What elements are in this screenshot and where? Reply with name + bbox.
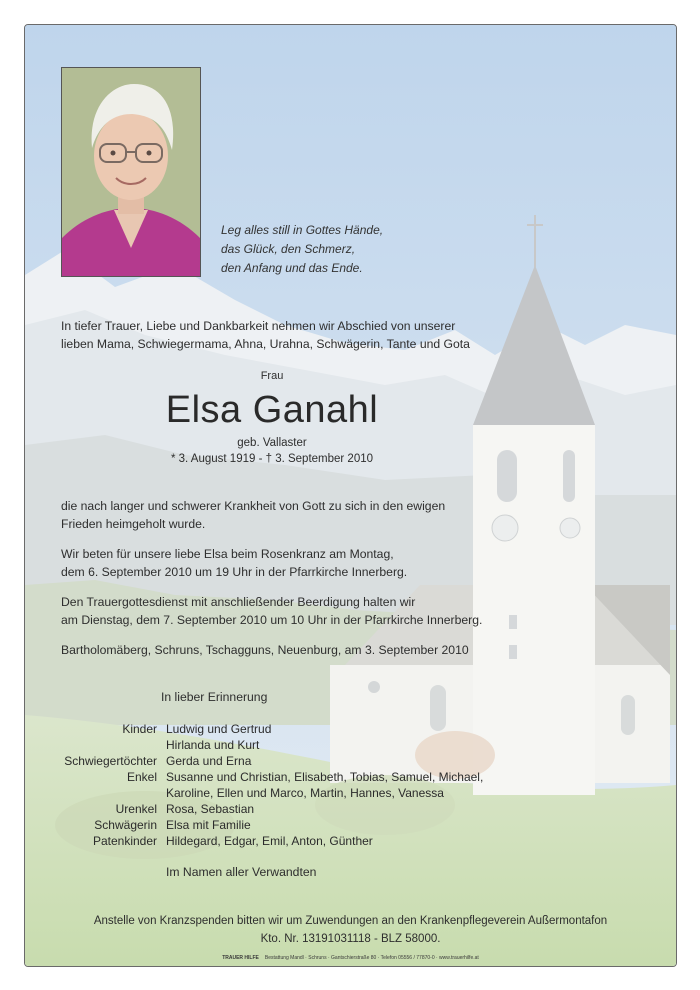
relatives-label: Urenkel <box>115 802 157 816</box>
relatives-names: Rosa, Sebastian <box>166 802 255 816</box>
paragraph-line: Den Trauergottesdienst mit anschließender Beerdigung halten wir <box>61 595 416 609</box>
imprint-brand: TRAUER HILFE <box>222 955 259 961</box>
relatives-names: Karoline, Ellen und Marco, Martin, Hannes, Vanessa <box>166 786 444 800</box>
verse <box>221 221 461 278</box>
paragraph-line: am Dienstag, dem 7. September 2010 um 10 Uhr in der Pfarrkirche Innerberg. <box>61 613 483 627</box>
paragraph-passing <box>61 497 445 533</box>
paragraph-funeral <box>61 593 482 629</box>
verse-line: das Glück, den Schmerz, <box>221 242 356 256</box>
relatives-label: Schwägerin <box>94 818 157 832</box>
portrait-photo <box>61 67 201 277</box>
intro-line: lieben Mama, Schwiegermama, Ahna, Urahna, Schwägerin, Tante und Gota <box>61 337 470 351</box>
paragraph-place-date <box>61 641 469 659</box>
remembrance-heading: In lieber Erinnerung <box>161 690 268 704</box>
donation-line: Kto. Nr. 13191031118 - BLZ 58000. <box>260 933 441 945</box>
paragraph-line: Frieden heimgeholt wurde. <box>61 517 206 531</box>
relatives-label: Enkel <box>126 770 157 784</box>
relatives-label: Kinder <box>122 722 157 736</box>
birth-death-info <box>25 435 519 467</box>
honorific: Frau <box>260 370 284 382</box>
paragraph-line: Bartholomäberg, Schruns, Tschagguns, Neuenburg, am 3. September 2010 <box>61 643 469 657</box>
donation-line: Anstelle von Kranzspenden bitten wir um Zuwendungen an den Krankenpflegeverein Außermontafon <box>93 915 608 927</box>
donation-note <box>25 912 676 948</box>
relatives-names: Ludwig und Gertrud <box>166 722 272 736</box>
funeral-home-imprint <box>25 955 676 962</box>
closing-line: Im Namen aller Verwandten <box>166 865 317 879</box>
paragraph-rosary <box>61 545 407 581</box>
relatives-names: Hirlanda und Kurt <box>166 738 260 752</box>
relatives-names: Elsa mit Familie <box>166 818 251 832</box>
paragraph-line: dem 6. September 2010 um 19 Uhr in der Pfarrkirche Innerberg. <box>61 565 408 579</box>
verse-line: Leg alles still in Gottes Hände, <box>221 223 384 237</box>
paragraph-line: Wir beten für unsere liebe Elsa beim Rosenkranz am Montag, <box>61 547 394 561</box>
relatives-names: Hildegard, Edgar, Emil, Anton, Günther <box>166 834 373 848</box>
life-dates: * 3. August 1919 - † 3. September 2010 <box>170 453 374 465</box>
deceased-name: Elsa Ganahl <box>165 389 379 431</box>
paragraph-line: die nach langer und schwerer Krankheit von Gott zu sich in den ewigen <box>61 499 446 513</box>
obituary-content <box>25 25 676 966</box>
relatives-label: Schwiegertöchter <box>64 754 157 768</box>
imprint-text: Bestattung Mandl · Schruns · Gantschierstraße 80 · Telefon 05556 / 77870-0 · www.trauerhilfe.at <box>264 955 479 961</box>
relatives-names: Susanne und Christian, Elisabeth, Tobias, Samuel, Michael, <box>166 770 484 784</box>
relatives-names: Gerda und Erna <box>166 754 252 768</box>
maiden-name: geb. Vallaster <box>237 437 307 449</box>
relatives-label: Patenkinder <box>92 834 157 848</box>
intro-text <box>61 317 470 353</box>
intro-line: In tiefer Trauer, Liebe und Dankbarkeit nehmen wir Abschied von unserer <box>61 319 456 333</box>
obituary-card <box>24 24 677 967</box>
verse-line: den Anfang und das Ende. <box>221 261 363 275</box>
